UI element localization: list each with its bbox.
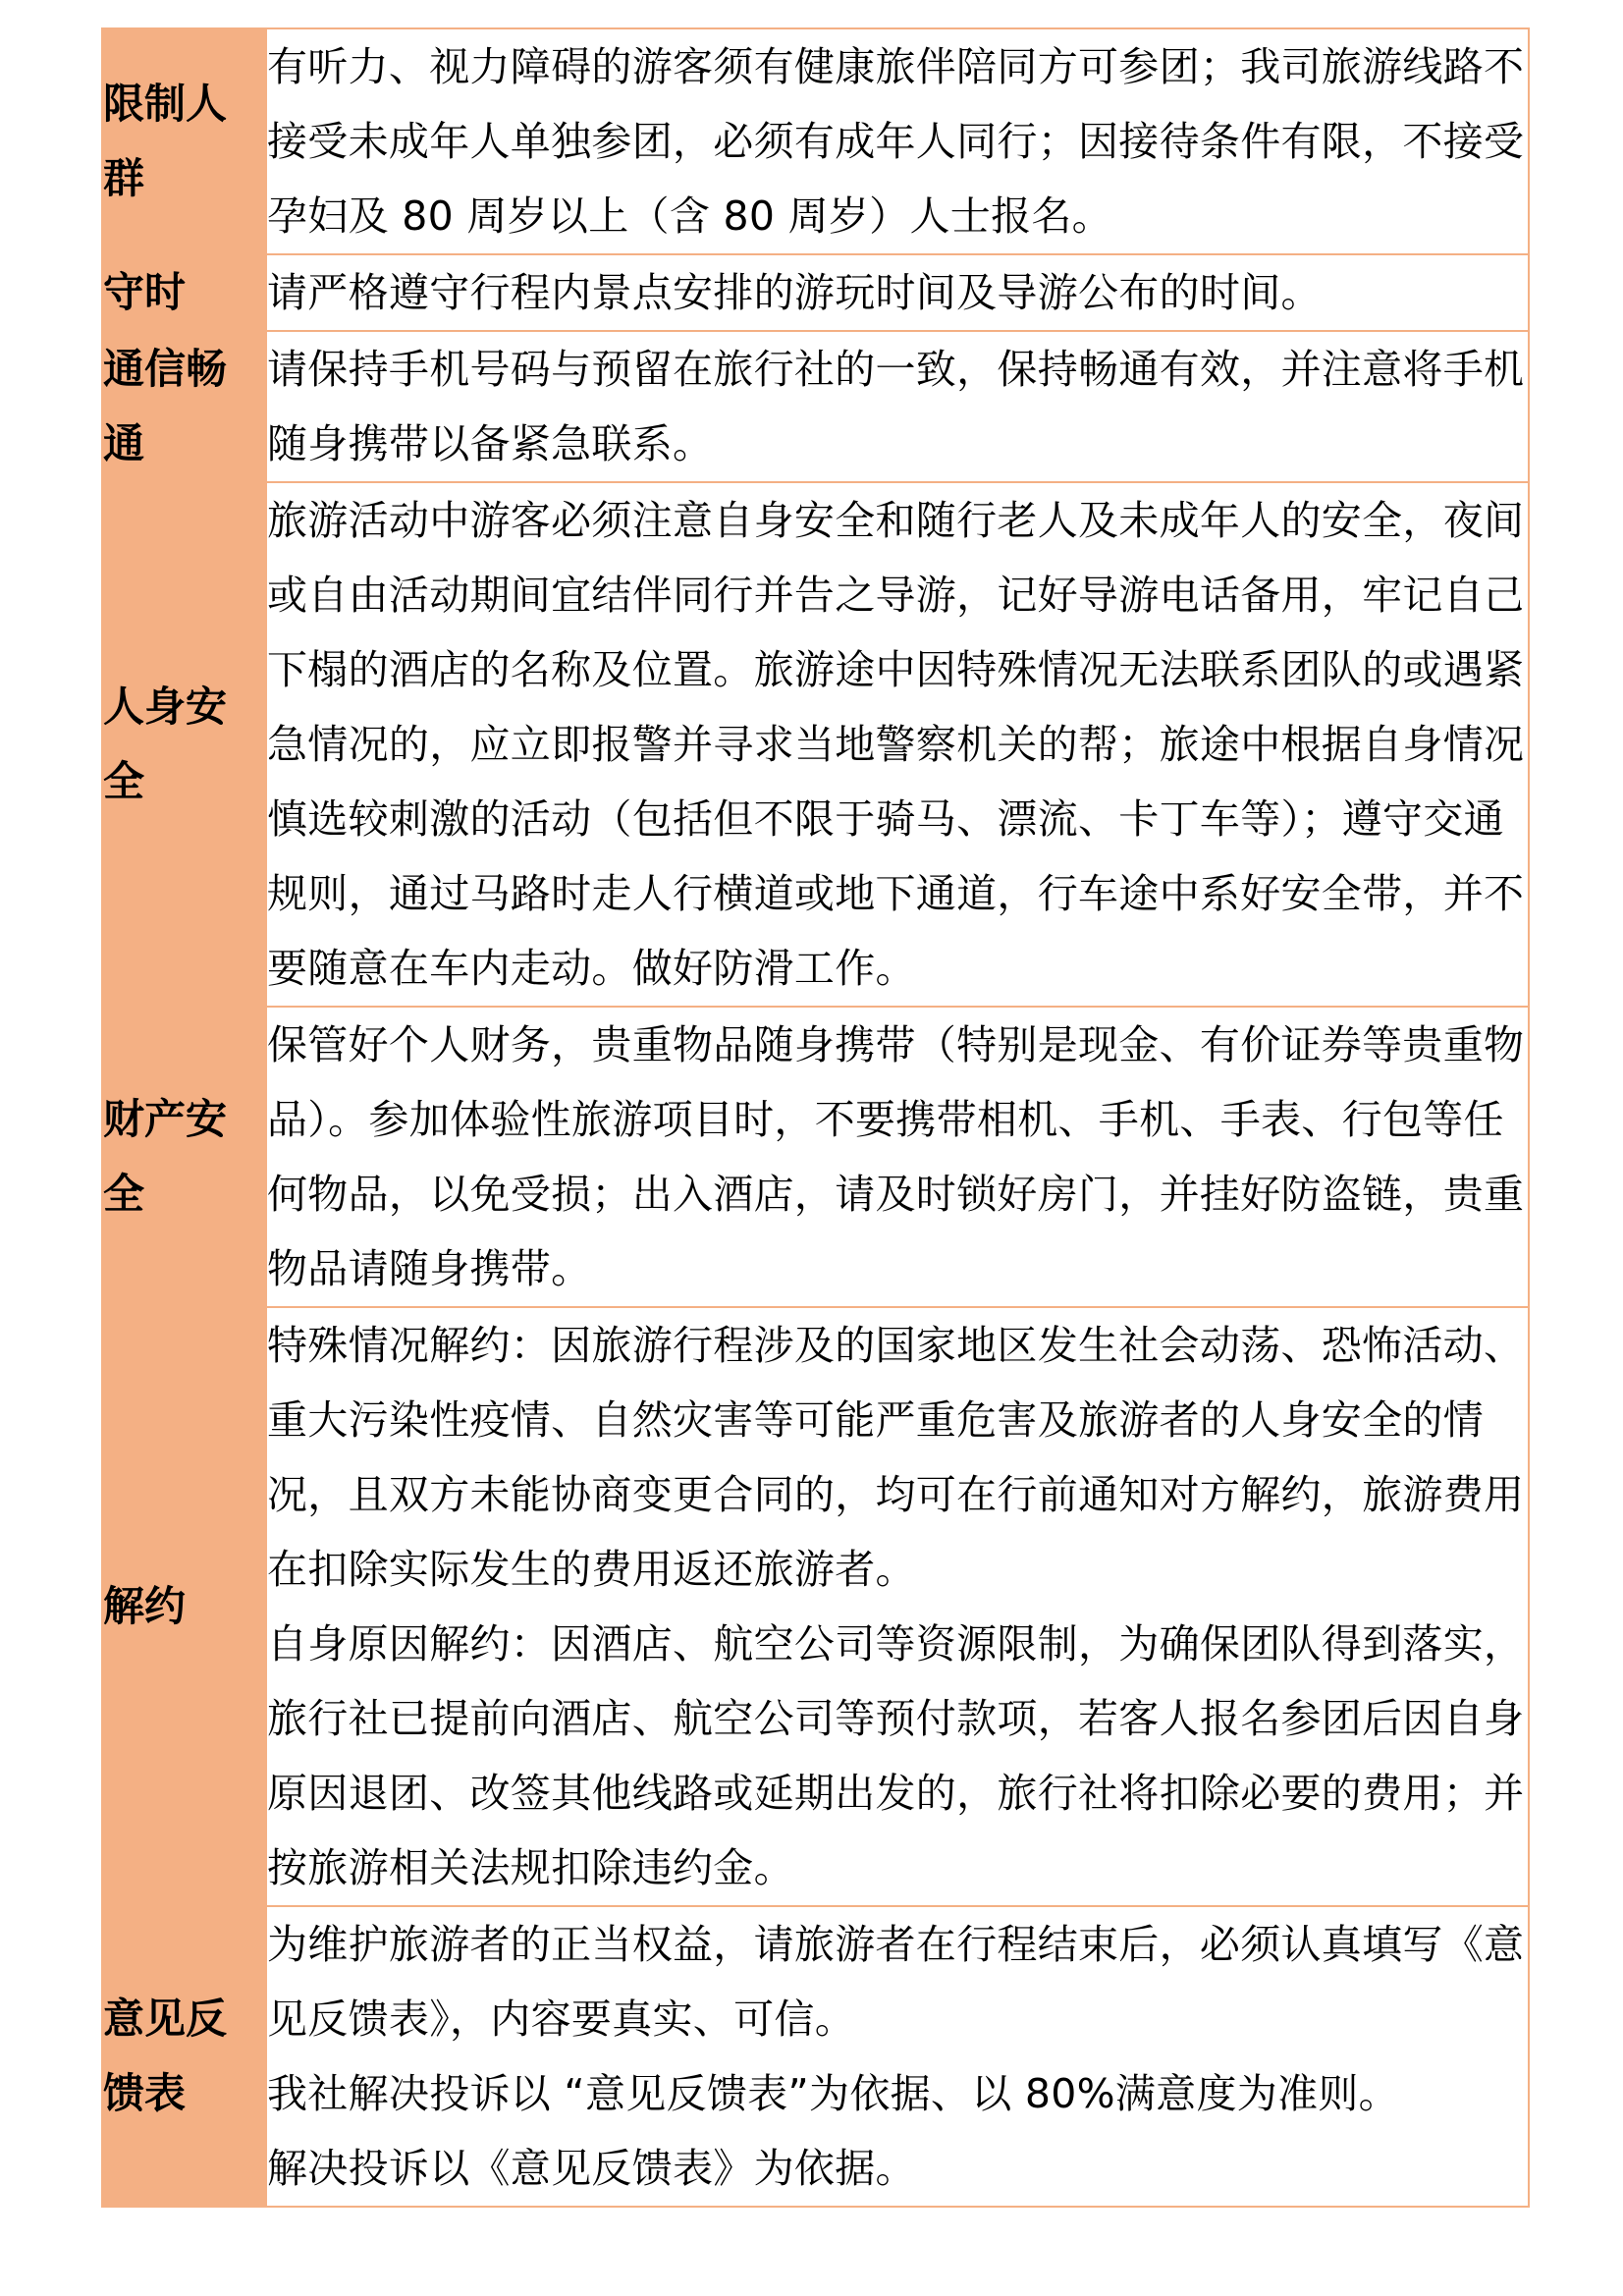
row-label: 人身安全 xyxy=(102,482,266,1007)
content-paragraph: 有听力、视力障碍的游客须有健康旅伴陪同方可参团；我司旅游线路不接受未成年人单独参团，必须有成年人同行；因接待条件有限，不接受孕妇及 80 周岁以上（含 80 周岁）人士报名。 xyxy=(267,43,1525,240)
table-row-restricted-groups xyxy=(102,28,1529,254)
content-paragraph: 请严格遵守行程内景点安排的游玩时间及导游公布的时间。 xyxy=(267,269,1322,316)
content-paragraph: 保管好个人财务，贵重物品随身携带（特别是现金、有价证券等贵重物品）。参加体验性旅游项目时，不要携带相机、手机、手表、行包等任何物品，以免受损；出入酒店，请及时锁好房门，并挂好防盗链，贵重物品请随身携带。 xyxy=(267,1021,1525,1292)
row-content xyxy=(266,28,1529,254)
content-paragraph: 我社解决投诉以 “意见反馈表”为依据、以 80%满意度为准则。 xyxy=(267,2070,1399,2117)
content-paragraph: 解决投诉以《意见反馈表》为依据。 xyxy=(267,2145,916,2192)
travel-notice-table xyxy=(101,27,1530,2208)
row-label: 守时 xyxy=(102,254,266,331)
row-content xyxy=(266,331,1529,482)
row-content xyxy=(266,1307,1529,1906)
row-label: 限制人群 xyxy=(102,28,266,254)
table-row-property-safety xyxy=(102,1007,1529,1307)
content-paragraph: 为维护旅游者的正当权益，请旅游者在行程结束后，必须认真填写《意见反馈表》，内容要真实、可信。 xyxy=(267,1921,1525,2043)
table-row-personal-safety xyxy=(102,482,1529,1007)
content-paragraph: 旅游活动中游客必须注意自身安全和随行老人及未成年人的安全，夜间或自由活动期间宜结伴同行并告之导游，记好导游电话备用，牢记自己下榻的酒店的名称及位置。旅游途中因特殊情况无法联系团队的或遇紧急情况的，应立即报警并寻求当地警察机关的帮；旅途中根据自身情况慎选较刺激的活动（包括但不限于骑马、漂流、卡丁车等）；遵守交通规则，通过马路时走人行横道或地下通道，行车途中系好安全带，并不要随意在车内走动。做好防滑工作。 xyxy=(267,497,1525,992)
table-row-feedback-form xyxy=(102,1906,1529,2207)
content-paragraph: 请保持手机号码与预留在旅行社的一致，保持畅通有效，并注意将手机随身携带以备紧急联系。 xyxy=(267,346,1525,467)
row-content xyxy=(266,1906,1529,2207)
row-content xyxy=(266,254,1529,331)
content-paragraph: 特殊情况解约：因旅游行程涉及的国家地区发生社会动荡、恐怖活动、重大污染性疫情、自然灾害等可能严重危害及旅游者的人身安全的情况，且双方未能协商变更合同的，均可在行前通知对方解约，旅游费用在扣除实际发生的费用返还旅游者。 xyxy=(267,1322,1525,1593)
table-row-punctuality xyxy=(102,254,1529,331)
row-label: 解约 xyxy=(102,1307,266,1906)
table-row-communication xyxy=(102,331,1529,482)
row-content xyxy=(266,482,1529,1007)
row-label: 财产安全 xyxy=(102,1007,266,1307)
content-paragraph: 自身原因解约：因酒店、航空公司等资源限制，为确保团队得到落实，旅行社已提前向酒店、航空公司等预付款项，若客人报名参团后因自身原因退团、改签其他线路或延期出发的，旅行社将扣除必要的费用；并按旅游相关法规扣除违约金。 xyxy=(267,1620,1525,1891)
row-label: 意见反馈表 xyxy=(102,1906,266,2207)
row-label: 通信畅通 xyxy=(102,331,266,482)
row-content xyxy=(266,1007,1529,1307)
table-row-cancellation xyxy=(102,1307,1529,1906)
